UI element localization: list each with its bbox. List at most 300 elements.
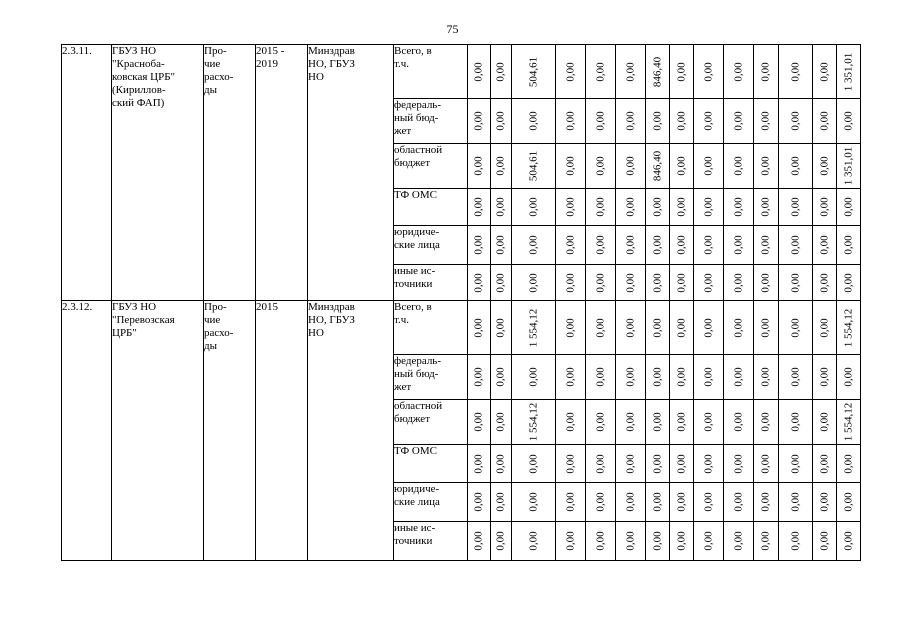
executor-line: НО [308,71,324,83]
value-cell [491,45,512,99]
value-cell [468,445,491,483]
value-text: 0,00 [594,492,606,512]
value-text: 0,00 [702,61,714,82]
value-text: 0,00 [702,412,714,432]
executor-line: НО [308,327,324,339]
expense-type-line: Про- [204,45,227,57]
value-text: 0,00 [527,367,539,387]
value-cell [837,301,861,355]
value-text: 1 351,01 [842,146,854,186]
value-cell [694,483,724,522]
value-text: 0,00 [675,317,687,338]
value-text: 0,00 [818,235,830,255]
value-text: 0,00 [675,453,687,474]
value-text: 0,00 [594,111,606,131]
value-cell [724,483,754,522]
value-text: 0,00 [675,111,687,131]
value-cell [813,265,837,301]
value-text: 0,00 [564,412,576,432]
funding-source [394,99,468,144]
value-text: 0,00 [789,61,801,82]
period-line: 2015 - [256,45,285,57]
value-text: 0,00 [564,61,576,82]
value-cell [556,189,586,226]
period-line: 2019 [256,58,278,70]
value-text: 0,00 [759,367,772,387]
value-text: 0,00 [675,492,687,512]
value-text: 0,00 [594,61,606,82]
value-cell [837,483,861,522]
value-text: 0,00 [702,317,714,338]
value-text: 0,00 [818,111,830,131]
institution-name-line: ГБУЗ НО [112,45,157,57]
value-cell [586,522,616,561]
executor [308,45,394,301]
value-cell [616,99,646,144]
value-text: 0,00 [732,235,744,255]
value-text: 0,00 [651,412,663,432]
value-cell [616,45,646,99]
value-text: 0,00 [818,453,830,474]
value-text: 0,00 [594,453,606,474]
value-cell [646,445,670,483]
value-cell [556,445,586,483]
institution-name [112,301,204,561]
value-cell [586,265,616,301]
expense-type-line: чие [204,314,221,326]
value-text: 0,00 [472,367,485,387]
value-text: 0,00 [702,272,714,293]
funding-source-line: ские лица [394,496,440,508]
value-text: 0,00 [818,317,830,338]
value-cell [694,189,724,226]
value-cell [468,355,491,400]
value-cell [724,265,754,301]
funding-source-line: федераль- [394,355,441,367]
value-cell [586,483,616,522]
value-cell [694,355,724,400]
value-cell [512,226,556,265]
value-cell [512,522,556,561]
funding-source [394,483,468,522]
value-text: 504,61 [527,56,539,87]
value-text: 0,00 [594,367,606,387]
value-text: 0,00 [624,61,636,82]
value-text: 0,00 [494,61,507,82]
value-text: 0,00 [759,412,772,432]
item-code: 2.3.12. [62,301,112,561]
value-cell [694,45,724,99]
value-cell [724,522,754,561]
value-cell [646,45,670,99]
value-text: 0,00 [624,197,636,217]
value-cell [646,301,670,355]
value-cell [512,400,556,445]
funding-source-line: областной [394,144,443,156]
value-cell [556,522,586,561]
value-cell [512,265,556,301]
funding-source-line: юридиче- [394,483,440,495]
funding-source [394,400,468,445]
value-text: 0,00 [818,61,830,82]
value-text: 0,00 [842,272,854,293]
funding-source [394,301,468,355]
value-text: 0,00 [759,272,772,293]
value-text: 0,00 [759,156,772,176]
value-cell [468,265,491,301]
value-text: 0,00 [651,235,663,255]
value-text: 846,40 [651,150,663,182]
value-cell [556,226,586,265]
executor-line: Минздрав [308,301,355,313]
value-text: 0,00 [624,531,636,551]
value-cell [724,301,754,355]
value-text: 0,00 [651,197,663,217]
value-cell [813,99,837,144]
institution-name-line: ковская ЦРБ" [112,71,176,83]
value-cell [491,189,512,226]
value-text: 0,00 [624,317,636,338]
value-cell [556,301,586,355]
value-cell [556,400,586,445]
value-cell [779,189,813,226]
value-cell [512,301,556,355]
value-cell [724,189,754,226]
value-text: 0,00 [472,453,485,474]
value-text: 0,00 [624,111,636,131]
value-text: 0,00 [564,235,576,255]
value-cell [694,265,724,301]
value-cell [468,522,491,561]
value-cell [556,144,586,189]
funding-source-line: т.ч. [394,58,410,70]
value-text: 0,00 [675,367,687,387]
value-cell [616,144,646,189]
institution-name-line: "Красноба- [112,58,165,70]
value-text: 0,00 [789,197,801,217]
institution-name [112,45,204,301]
value-cell [646,483,670,522]
value-cell [724,445,754,483]
value-cell [779,226,813,265]
value-text: 0,00 [594,235,606,255]
value-cell [694,400,724,445]
value-cell [616,522,646,561]
funding-source-line: ТФ ОМС [394,445,437,457]
funding-source-line: федераль- [394,99,441,111]
value-text: 0,00 [494,453,507,474]
funding-source [394,445,468,483]
value-cell [694,445,724,483]
value-cell [670,400,694,445]
value-cell [813,400,837,445]
value-cell [754,265,779,301]
value-text: 1 554,12 [527,402,539,442]
value-cell [779,522,813,561]
value-cell [670,144,694,189]
value-cell [694,522,724,561]
value-text: 0,00 [759,111,772,131]
value-text: 0,00 [594,156,606,176]
value-cell [813,144,837,189]
value-text: 0,00 [651,453,663,474]
value-text: 0,00 [675,412,687,432]
value-text: 0,00 [564,156,576,176]
value-text: 0,00 [789,453,801,474]
value-text: 0,00 [732,367,744,387]
expense-type-line: ды [204,340,217,352]
value-cell [512,445,556,483]
value-cell [813,189,837,226]
value-cell [837,265,861,301]
value-text: 0,00 [527,453,539,474]
funding-source-line: иные ис- [394,522,436,534]
funding-source-line: юридиче- [394,226,440,238]
value-text: 0,00 [624,492,636,512]
value-cell [468,301,491,355]
value-text: 0,00 [732,412,744,432]
value-text: 0,00 [651,492,663,512]
value-text: 0,00 [494,111,507,131]
value-text: 0,00 [472,492,485,512]
value-text: 0,00 [624,453,636,474]
value-cell [724,226,754,265]
value-cell [646,99,670,144]
page-number: 75 [446,22,459,36]
value-text: 0,00 [789,492,801,512]
value-text: 0,00 [702,156,714,176]
value-text: 0,00 [842,235,854,255]
value-cell [646,265,670,301]
value-text: 0,00 [675,61,687,82]
value-cell [586,400,616,445]
value-cell [468,45,491,99]
value-text: 0,00 [675,531,687,551]
value-cell [586,445,616,483]
value-text: 0,00 [732,272,744,293]
value-text: 504,61 [527,150,539,182]
value-cell [646,522,670,561]
value-text: 0,00 [675,235,687,255]
value-text: 0,00 [732,453,744,474]
value-cell [779,144,813,189]
value-text: 0,00 [472,235,485,255]
value-cell [837,45,861,99]
value-cell [646,400,670,445]
value-text: 0,00 [624,272,636,293]
value-text: 0,00 [472,156,485,176]
executor-line: НО, ГБУЗ [308,314,355,326]
value-cell [512,45,556,99]
value-text: 0,00 [842,531,854,551]
funding-source [394,144,468,189]
value-cell [779,445,813,483]
value-cell [670,355,694,400]
value-cell [813,445,837,483]
value-text: 0,00 [564,111,576,131]
value-cell [754,45,779,99]
funding-source-line: точники [394,278,433,290]
value-cell [646,144,670,189]
funding-source-line: бюджет [394,157,430,169]
value-cell [646,189,670,226]
value-text: 0,00 [759,197,772,217]
value-text: 0,00 [472,197,485,217]
value-cell [491,400,512,445]
value-text: 0,00 [527,531,539,551]
value-text: 0,00 [789,272,801,293]
value-text: 0,00 [472,531,485,551]
value-cell [813,355,837,400]
value-cell [491,99,512,144]
value-text: 0,00 [732,531,744,551]
value-text: 0,00 [789,367,801,387]
value-cell [512,189,556,226]
value-cell [779,265,813,301]
value-cell [616,400,646,445]
value-text: 1 351,01 [842,52,854,91]
value-cell [616,483,646,522]
value-cell [468,483,491,522]
funding-source [394,45,468,99]
value-text: 0,00 [702,367,714,387]
value-text: 0,00 [472,111,485,131]
value-text: 0,00 [675,156,687,176]
value-cell [779,355,813,400]
value-text: 0,00 [789,111,801,131]
value-cell [491,445,512,483]
value-text: 0,00 [564,367,576,387]
value-cell [468,189,491,226]
value-cell [586,45,616,99]
value-text: 0,00 [527,272,539,293]
value-text: 0,00 [494,197,507,217]
value-cell [837,189,861,226]
value-cell [646,226,670,265]
value-text: 0,00 [818,531,830,551]
value-cell [556,483,586,522]
value-cell [754,355,779,400]
value-text: 0,00 [651,367,663,387]
value-text: 0,00 [732,317,744,338]
funding-source-line: Всего, в [394,45,432,57]
expense-type-line: расхо- [204,71,234,83]
value-cell [837,99,861,144]
value-cell [813,522,837,561]
value-cell [491,355,512,400]
value-cell [616,265,646,301]
value-text: 0,00 [651,317,663,338]
funding-source-line: ный бюд- [394,112,439,124]
period-line: 2015 [256,301,278,313]
funding-source-line: жет [394,381,412,393]
value-text: 0,00 [472,272,485,293]
value-cell [586,144,616,189]
value-cell [779,99,813,144]
value-cell [491,265,512,301]
funding-source-line: иные ис- [394,265,436,277]
funding-source-line: точники [394,535,433,547]
funding-source [394,522,468,561]
value-text: 0,00 [564,197,576,217]
value-text: 0,00 [789,156,801,176]
value-cell [512,483,556,522]
value-cell [616,355,646,400]
value-text: 0,00 [789,317,801,338]
value-text: 1 554,12 [842,308,854,347]
value-text: 846,40 [651,56,663,87]
value-text: 0,00 [624,412,636,432]
value-cell [837,400,861,445]
funding-source-line: ские лица [394,239,440,251]
value-text: 0,00 [702,453,714,474]
value-cell [586,226,616,265]
value-text: 0,00 [759,61,772,82]
value-text: 0,00 [842,453,854,474]
value-cell [837,226,861,265]
value-cell [512,355,556,400]
value-cell [694,301,724,355]
value-cell [586,301,616,355]
value-text: 0,00 [624,367,636,387]
value-cell [837,144,861,189]
value-cell [724,144,754,189]
value-text: 0,00 [564,453,576,474]
value-text: 0,00 [594,412,606,432]
value-text: 0,00 [732,156,744,176]
value-cell [616,445,646,483]
funding-source-line: бюджет [394,413,430,425]
value-text: 0,00 [759,492,772,512]
value-cell [670,99,694,144]
value-text: 0,00 [564,492,576,512]
value-text: 0,00 [759,235,772,255]
value-cell [837,445,861,483]
value-text: 0,00 [624,156,636,176]
value-text: 0,00 [818,492,830,512]
value-cell [754,301,779,355]
value-text: 0,00 [789,235,801,255]
funding-source [394,189,468,226]
value-cell [670,265,694,301]
value-cell [754,400,779,445]
value-cell [754,522,779,561]
value-text: 0,00 [702,531,714,551]
value-cell [670,483,694,522]
value-text: 0,00 [818,272,830,293]
value-text: 0,00 [624,235,636,255]
value-text: 0,00 [732,492,744,512]
value-text: 0,00 [527,492,539,512]
value-text: 0,00 [842,197,854,217]
expense-type-line: Про- [204,301,227,313]
table-row [62,301,861,355]
value-text: 0,00 [651,531,663,551]
value-text: 0,00 [651,272,663,293]
value-cell [754,144,779,189]
executor-line: НО, ГБУЗ [308,58,355,70]
value-cell [813,301,837,355]
value-text: 0,00 [494,492,507,512]
funding-source [394,226,468,265]
value-text: 0,00 [527,197,539,217]
value-cell [724,355,754,400]
value-cell [813,45,837,99]
expense-type [204,301,256,561]
value-text: 0,00 [564,531,576,551]
value-cell [556,355,586,400]
institution-name-line: ский ФАП) [112,97,165,109]
